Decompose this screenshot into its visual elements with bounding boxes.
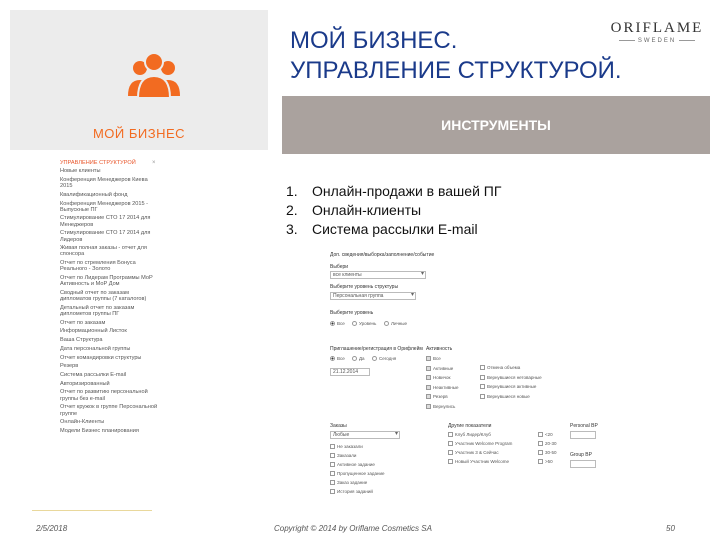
side-menu-item[interactable]: Онлайн-Клиенты xyxy=(60,419,105,426)
period-option[interactable]: Сегодня xyxy=(372,356,396,361)
depth-option[interactable]: Все xyxy=(330,321,345,326)
side-menu-item[interactable]: Отчет по Лидерам Программы МоР Активность и МоР Дом xyxy=(60,275,153,288)
page-number: 50 xyxy=(666,524,675,533)
side-menu-header: УПРАВЛЕНИЕ СТРУКТУРОЙ xyxy=(60,160,136,166)
order-option[interactable]: История заданий xyxy=(330,489,373,494)
side-menu-item[interactable]: Конференция Менеджеров 2015 - Выпускные ПГ xyxy=(60,200,149,213)
activity-option[interactable]: Все xyxy=(426,356,441,361)
step-item: 1. Онлайн-продажи в вашей ПГ xyxy=(286,183,502,199)
side-menu-item[interactable]: Сводный отчет по заказам дипломатов группы (7 каталогов) xyxy=(60,289,147,303)
personal-bp-option[interactable]: 20-30 xyxy=(538,441,557,446)
group-bp-label: Group BP xyxy=(570,452,592,458)
report-title: Доп. сведения/выборка/заполнение/событие xyxy=(330,252,435,258)
bonus-option[interactable]: Участник Welcome Program xyxy=(448,441,512,446)
footer-divider xyxy=(32,510,152,511)
logo-panel xyxy=(10,10,268,150)
date-input[interactable]: 21.12.2014 xyxy=(330,368,370,376)
order-option[interactable]: Не заказали xyxy=(330,444,363,449)
activity-option[interactable]: Отмена объема xyxy=(480,365,520,370)
activity-option[interactable]: Вернувшиеся активные xyxy=(480,384,536,389)
depth-option[interactable]: Уровень xyxy=(352,321,376,326)
activity-option[interactable]: Активные xyxy=(426,366,453,371)
logo-label: МОЙ БИЗНЕС xyxy=(92,126,186,141)
personal-bp-label: Personal BP xyxy=(570,423,598,429)
level-label: Выберите уровень структуры xyxy=(330,284,399,290)
side-menu-item[interactable]: Ваша Структура xyxy=(60,337,103,344)
close-icon[interactable]: × xyxy=(152,160,156,166)
bonus-option[interactable]: Клуб Лидер/Клуб xyxy=(448,432,491,437)
brand-sub: SWEDEN xyxy=(637,38,677,44)
activity-option[interactable]: Вернувшиеся нетоварные xyxy=(480,375,542,380)
brand-name: ORIFLAME xyxy=(610,20,704,36)
slide-title xyxy=(290,26,622,86)
footer-date: 2/5/2018 xyxy=(36,524,68,533)
personal-bp-option[interactable]: >50 xyxy=(538,459,553,464)
side-menu-item[interactable]: Отчет по заказам xyxy=(60,319,106,326)
activity-option[interactable]: Новичок xyxy=(426,375,450,380)
title-line-1: МОЙ БИЗНЕС. xyxy=(290,27,458,54)
side-menu-item[interactable]: Отчет командировки структуры xyxy=(60,354,142,361)
select-label: Выбери xyxy=(330,264,349,270)
bonus-label: Другие показатели xyxy=(448,423,492,429)
activity-option[interactable]: Вернувшиеся новые xyxy=(480,394,530,399)
level-select[interactable]: Персональная группа ▾ xyxy=(330,292,416,300)
side-menu-item[interactable]: Конференция Менеджеров Киева 2015 xyxy=(60,176,148,190)
order-select[interactable]: Любые ▾ xyxy=(330,431,400,439)
period-option[interactable]: Да xyxy=(352,356,365,361)
tools-bar: ИНСТРУМЕНТЫ xyxy=(282,96,710,154)
side-menu-item[interactable]: Живая полная заказы - отчет для спонсора xyxy=(60,245,147,258)
step-item: 3. Система рассылки E-mail xyxy=(286,221,478,237)
depth-option[interactable]: Личные xyxy=(384,321,407,326)
brand-logo xyxy=(604,20,710,44)
period-option[interactable]: Все xyxy=(330,356,345,361)
group-bp-input[interactable] xyxy=(570,460,596,468)
side-menu-item[interactable]: Система рассылки E-mail xyxy=(60,371,127,378)
order-label: Заказы xyxy=(330,423,347,429)
period-label: Приглашение/регистрация в Орифлейм xyxy=(330,346,423,352)
activity-option[interactable]: Вернулись xyxy=(426,404,455,409)
side-menu-item[interactable]: Стимулирование CTO 17 2014 для Лидеров xyxy=(60,230,151,243)
side-menu-item[interactable]: Стимулирование CTO 17 2014 для Менеджеров xyxy=(60,215,151,228)
steps-list xyxy=(286,182,501,239)
side-menu-item[interactable]: Отчет по развитию персональной группы без e-mail xyxy=(60,389,148,402)
title-line-2: УПРАВЛЕНИЕ СТРУКТУРОЙ. xyxy=(290,57,622,84)
order-option[interactable]: Активное задание xyxy=(330,462,375,467)
activity-option[interactable]: Неактивные xyxy=(426,385,458,390)
side-menu xyxy=(60,160,160,437)
side-menu-item[interactable]: Детальный отчет по заказам диплометов группы ПГ xyxy=(60,304,135,318)
order-option[interactable]: Пропущенное задание xyxy=(330,471,385,476)
order-option[interactable]: Заказ задание xyxy=(330,480,367,485)
personal-bp-input[interactable] xyxy=(570,431,596,439)
depth-label: Выберите уровень xyxy=(330,310,374,316)
people-icon xyxy=(124,50,184,100)
side-menu-item[interactable]: Резерв xyxy=(60,363,79,370)
bonus-option[interactable]: Новый Участник Welcome xyxy=(448,459,509,464)
step-item: 2. Онлайн-клиенты xyxy=(286,202,422,218)
order-option[interactable]: Заказали xyxy=(330,453,356,458)
footer-copyright: Copyright © 2014 by Oriflame Cosmetics SA xyxy=(274,524,432,533)
activity-option[interactable]: Резерв xyxy=(426,394,448,399)
side-menu-item[interactable]: Авторизированный xyxy=(60,380,110,387)
side-menu-item[interactable]: Дата персональной группы xyxy=(60,345,131,352)
side-menu-item[interactable]: Отчет по стремления Бонуса Реального - Золото xyxy=(60,260,136,273)
personal-bp-option[interactable]: 30-50 xyxy=(538,450,557,455)
activity-label: Активность xyxy=(426,346,453,352)
side-menu-item[interactable]: Новые клиенты xyxy=(60,168,101,175)
bonus-option[interactable]: Участник 3 & Сейчас xyxy=(448,450,499,455)
client-select[interactable]: все клиенты ▾ xyxy=(330,271,426,279)
side-menu-item[interactable]: Информационный Листок xyxy=(60,328,127,335)
side-menu-item[interactable]: Модели Бизнес планирования xyxy=(60,427,139,434)
side-menu-item[interactable]: Отчет кружок в группе Персональной группе xyxy=(60,404,158,417)
side-menu-item[interactable]: Квалификационный фонд xyxy=(60,191,128,198)
personal-bp-option[interactable]: <20 xyxy=(538,432,553,437)
